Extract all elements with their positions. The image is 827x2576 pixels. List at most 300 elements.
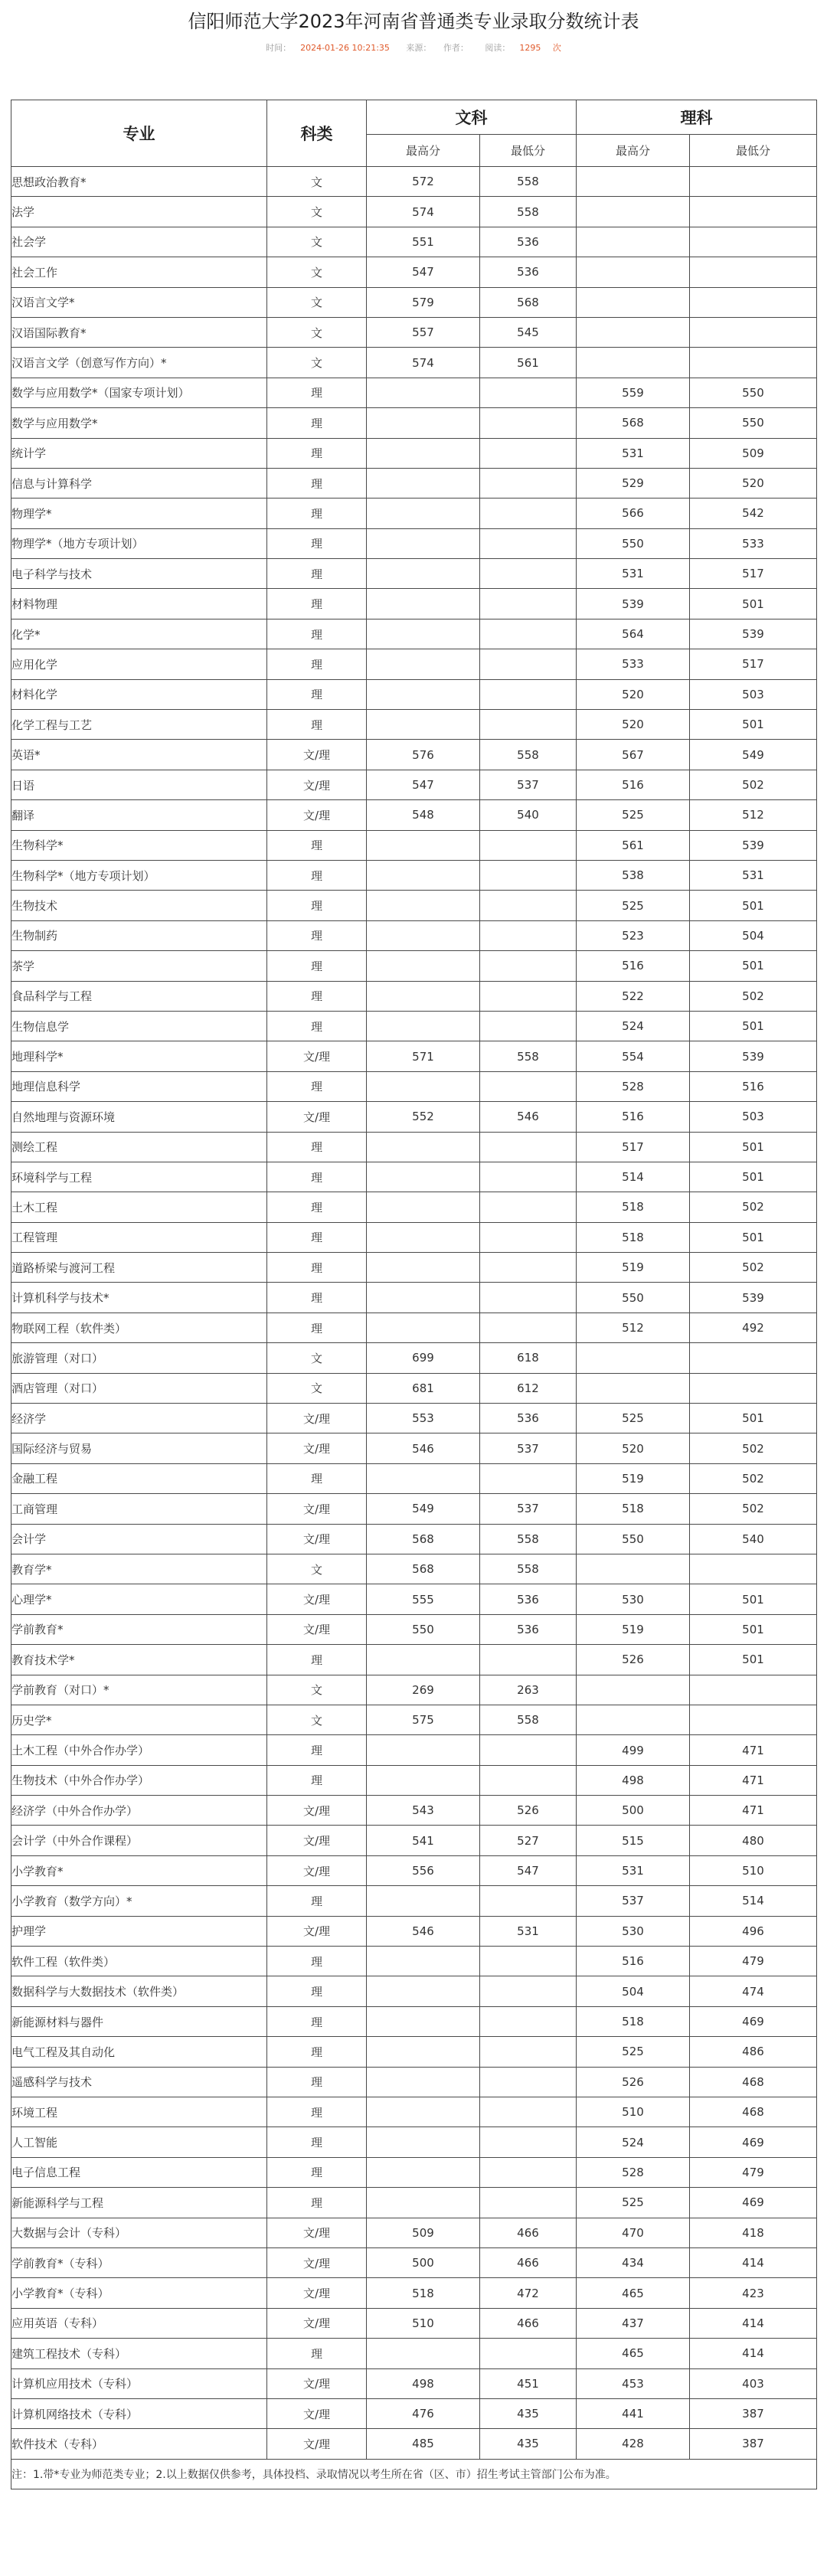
cell-major: 小学教育*（专科） (11, 2278, 267, 2308)
cell-like-min: 514 (690, 1886, 817, 1916)
cell-category: 理 (267, 2097, 367, 2127)
cell-major: 生物科学* (11, 830, 267, 860)
cell-like-min: 501 (690, 1645, 817, 1675)
cell-major: 电子科学与技术 (11, 559, 267, 589)
cell-major: 生物制药 (11, 920, 267, 950)
cell-like-min (690, 227, 817, 257)
cell-category: 文 (267, 257, 367, 287)
cell-like-max: 437 (577, 2308, 690, 2338)
time-label: 时间： (266, 43, 292, 53)
table-row (11, 2368, 817, 2398)
cell-wenke-max: 498 (367, 2368, 480, 2398)
cell-like-max: 516 (577, 770, 690, 799)
cell-like-max: 566 (577, 499, 690, 528)
cell-wenke-max: 549 (367, 1494, 480, 1524)
cell-major: 金融工程 (11, 1463, 267, 1493)
cell-wenke-max (367, 891, 480, 920)
cell-like-max (577, 317, 690, 347)
cell-wenke-max: 681 (367, 1373, 480, 1403)
cell-like-min: 550 (690, 408, 817, 438)
cell-category: 理 (267, 559, 367, 589)
cell-like-min: 480 (690, 1826, 817, 1855)
cell-category: 理 (267, 1132, 367, 1162)
cell-wenke-max: 541 (367, 1826, 480, 1855)
cell-category: 理 (267, 710, 367, 740)
table-row (11, 167, 817, 197)
cell-wenke-max: 551 (367, 227, 480, 257)
cell-like-min: 502 (690, 1192, 817, 1222)
cell-category: 理 (267, 619, 367, 649)
cell-wenke-min (480, 1313, 577, 1342)
cell-wenke-min (480, 679, 577, 709)
table-row (11, 408, 817, 438)
table-row (11, 1041, 817, 1071)
cell-like-max: 512 (577, 1313, 690, 1342)
cell-wenke-max (367, 378, 480, 407)
cell-like-max: 434 (577, 2247, 690, 2277)
cell-category: 理 (267, 408, 367, 438)
cell-like-max (577, 1343, 690, 1373)
cell-major: 汉语言文学（创意写作方向）* (11, 348, 267, 378)
cell-like-min: 414 (690, 2247, 817, 2277)
cell-wenke-min (480, 1283, 577, 1313)
cell-category: 理 (267, 1253, 367, 1283)
cell-category: 理 (267, 468, 367, 498)
cell-major: 生物科学*（地方专项计划） (11, 860, 267, 890)
header-like-min: 最低分 (690, 135, 817, 167)
cell-wenke-min: 526 (480, 1796, 577, 1826)
cell-like-min (690, 197, 817, 227)
cell-wenke-min: 558 (480, 1524, 577, 1554)
cell-wenke-max (367, 860, 480, 890)
cell-wenke-min: 472 (480, 2278, 577, 2308)
cell-like-min: 502 (690, 981, 817, 1011)
table-row (11, 2247, 817, 2277)
cell-like-min: 387 (690, 2429, 817, 2459)
cell-wenke-max (367, 438, 480, 468)
table-row (11, 197, 817, 227)
cell-wenke-min: 536 (480, 257, 577, 287)
cell-wenke-min: 435 (480, 2429, 577, 2459)
cell-like-max: 531 (577, 1855, 690, 1885)
cell-category: 文/理 (267, 2218, 367, 2247)
cell-wenke-max: 571 (367, 1041, 480, 1071)
cell-category: 文/理 (267, 2429, 367, 2459)
table-row (11, 1675, 817, 1705)
cell-major: 数学与应用数学* (11, 408, 267, 438)
cell-like-min: 531 (690, 860, 817, 890)
cell-like-max: 519 (577, 1253, 690, 1283)
cell-major: 数学与应用数学*（国家专项计划） (11, 378, 267, 407)
table-row (11, 2067, 817, 2097)
cell-like-max (577, 227, 690, 257)
cell-like-min: 469 (690, 2188, 817, 2218)
cell-major: 生物技术（中外合作办学） (11, 1765, 267, 1795)
cell-like-min: 539 (690, 1041, 817, 1071)
table-row (11, 860, 817, 890)
cell-wenke-min (480, 2037, 577, 2067)
cell-wenke-max (367, 1011, 480, 1041)
cell-like-max: 524 (577, 1011, 690, 1041)
source-label: 来源： (406, 43, 432, 53)
cell-like-max: 453 (577, 2368, 690, 2398)
cell-major: 环境工程 (11, 2097, 267, 2127)
cell-major: 计算机应用技术（专科） (11, 2368, 267, 2398)
table-row (11, 770, 817, 799)
cell-wenke-min (480, 1463, 577, 1493)
cell-wenke-min (480, 499, 577, 528)
cell-wenke-min (480, 438, 577, 468)
cell-major: 遥感科学与技术 (11, 2067, 267, 2097)
cell-wenke-min: 466 (480, 2247, 577, 2277)
cell-wenke-max: 509 (367, 2218, 480, 2247)
table-row (11, 1524, 817, 1554)
table-row (11, 800, 817, 830)
cell-wenke-max (367, 1313, 480, 1342)
cell-wenke-max: 546 (367, 1433, 480, 1463)
cell-wenke-min (480, 589, 577, 619)
cell-like-min: 509 (690, 438, 817, 468)
cell-like-min: 539 (690, 1283, 817, 1313)
cell-like-max (577, 1554, 690, 1584)
cell-major: 会计学 (11, 1524, 267, 1554)
cell-wenke-max (367, 1222, 480, 1252)
cell-category: 文 (267, 348, 367, 378)
cell-wenke-min (480, 408, 577, 438)
cell-category: 理 (267, 2127, 367, 2157)
cell-major: 土木工程 (11, 1192, 267, 1222)
cell-like-max: 518 (577, 2006, 690, 2036)
cell-major: 软件技术（专科） (11, 2429, 267, 2459)
cell-wenke-max (367, 2006, 480, 2036)
cell-wenke-max (367, 1735, 480, 1765)
cell-major: 法学 (11, 197, 267, 227)
cell-like-max: 499 (577, 1735, 690, 1765)
cell-category: 理 (267, 830, 367, 860)
cell-wenke-max: 485 (367, 2429, 480, 2459)
table-row (11, 287, 817, 317)
cell-major: 教育学* (11, 1554, 267, 1584)
cell-wenke-max (367, 920, 480, 950)
cell-wenke-min: 466 (480, 2308, 577, 2338)
table-row (11, 981, 817, 1011)
cell-wenke-max (367, 589, 480, 619)
cell-major: 电子信息工程 (11, 2157, 267, 2187)
cell-major: 新能源材料与器件 (11, 2006, 267, 2036)
table-row (11, 317, 817, 347)
cell-category: 理 (267, 1011, 367, 1041)
cell-category: 理 (267, 1645, 367, 1675)
cell-like-max: 524 (577, 2127, 690, 2157)
cell-like-max: 523 (577, 920, 690, 950)
table-note: 注：1.带*专业为师范类专业；2.以上数据仅供参考，具体投档、录取情况以考生所在省（区、市）招生考试主管部门公布为准。 (11, 2459, 817, 2489)
cell-wenke-max: 574 (367, 348, 480, 378)
cell-like-min: 540 (690, 1524, 817, 1554)
cell-major: 食品科学与工程 (11, 981, 267, 1011)
cell-wenke-min (480, 378, 577, 407)
cell-wenke-max: 555 (367, 1584, 480, 1614)
cell-wenke-min: 561 (480, 348, 577, 378)
cell-major: 计算机网络技术（专科） (11, 2398, 267, 2428)
cell-wenke-min (480, 891, 577, 920)
cell-wenke-min (480, 1645, 577, 1675)
cell-like-min (690, 348, 817, 378)
cell-like-max: 554 (577, 1041, 690, 1071)
header-wenke-max: 最高分 (367, 135, 480, 167)
cell-major: 教育技术学* (11, 1645, 267, 1675)
cell-wenke-max (367, 1645, 480, 1675)
table-row (11, 1584, 817, 1614)
cell-major: 材料物理 (11, 589, 267, 619)
table-row (11, 589, 817, 619)
cell-major: 茶学 (11, 951, 267, 981)
table-row (11, 257, 817, 287)
table-row (11, 2097, 817, 2127)
cell-like-max (577, 1705, 690, 1734)
cell-like-min: 502 (690, 770, 817, 799)
cell-category: 文 (267, 287, 367, 317)
table-row (11, 1253, 817, 1283)
cell-like-min: 516 (690, 1071, 817, 1101)
views-label: 阅读： (485, 43, 511, 53)
cell-like-min: 468 (690, 2067, 817, 2097)
cell-category: 理 (267, 2188, 367, 2218)
cell-category: 文 (267, 227, 367, 257)
table-row (11, 1283, 817, 1313)
cell-wenke-min (480, 559, 577, 589)
cell-like-min: 423 (690, 2278, 817, 2308)
cell-like-min: 501 (690, 1222, 817, 1252)
table-row (11, 830, 817, 860)
cell-wenke-min (480, 1976, 577, 2006)
table-row (11, 1614, 817, 1644)
cell-like-min: 418 (690, 2218, 817, 2247)
cell-category: 文/理 (267, 1524, 367, 1554)
table-row (11, 227, 817, 257)
table-row (11, 1404, 817, 1433)
cell-wenke-min: 546 (480, 1102, 577, 1132)
cell-wenke-max (367, 981, 480, 1011)
cell-major: 汉语言文学* (11, 287, 267, 317)
cell-like-min: 504 (690, 920, 817, 950)
cell-major: 电气工程及其自动化 (11, 2037, 267, 2067)
cell-like-max: 441 (577, 2398, 690, 2428)
cell-major: 学前教育*（专科） (11, 2247, 267, 2277)
cell-category: 理 (267, 1735, 367, 1765)
cell-major: 建筑工程技术（专科） (11, 2339, 267, 2368)
table-row (11, 1855, 817, 1885)
cell-category: 文/理 (267, 1916, 367, 1946)
cell-like-min (690, 287, 817, 317)
table-row (11, 1826, 817, 1855)
cell-like-max: 520 (577, 710, 690, 740)
cell-like-max (577, 197, 690, 227)
table-row (11, 1222, 817, 1252)
cell-wenke-min (480, 920, 577, 950)
cell-major: 化学工程与工艺 (11, 710, 267, 740)
cell-like-max: 539 (577, 589, 690, 619)
cell-like-min: 539 (690, 830, 817, 860)
cell-wenke-max (367, 649, 480, 679)
cell-major: 大数据与会计（专科） (11, 2218, 267, 2247)
cell-like-min: 486 (690, 2037, 817, 2067)
cell-category: 理 (267, 2037, 367, 2067)
cell-wenke-min (480, 1735, 577, 1765)
cell-category: 理 (267, 2157, 367, 2187)
cell-like-max: 525 (577, 1404, 690, 1433)
cell-wenke-min: 263 (480, 1675, 577, 1705)
cell-wenke-max: 575 (367, 1705, 480, 1734)
cell-category: 理 (267, 1283, 367, 1313)
views-unit: 次 (552, 43, 561, 53)
cell-like-max: 528 (577, 2157, 690, 2187)
cell-like-min: 471 (690, 1735, 817, 1765)
cell-category: 理 (267, 951, 367, 981)
cell-major: 护理学 (11, 1916, 267, 1946)
cell-category: 文/理 (267, 1614, 367, 1644)
cell-like-max: 526 (577, 1645, 690, 1675)
cell-major: 应用英语（专科） (11, 2308, 267, 2338)
cell-major: 小学教育* (11, 1855, 267, 1885)
cell-like-min: 469 (690, 2006, 817, 2036)
cell-category: 理 (267, 891, 367, 920)
cell-major: 环境科学与工程 (11, 1162, 267, 1192)
table-row (11, 2006, 817, 2036)
table-row (11, 1494, 817, 1524)
cell-wenke-max: 556 (367, 1855, 480, 1885)
table-row (11, 2398, 817, 2428)
table-row (11, 619, 817, 649)
cell-like-min: 414 (690, 2339, 817, 2368)
cell-wenke-max (367, 2067, 480, 2097)
header-like: 理科 (577, 100, 817, 135)
table-row (11, 348, 817, 378)
cell-wenke-min: 545 (480, 317, 577, 347)
page-title: 信阳师范大学2023年河南省普通类专业录取分数统计表 (188, 11, 639, 32)
table-row (11, 920, 817, 950)
cell-like-min: 471 (690, 1765, 817, 1795)
cell-major: 物理学* (11, 499, 267, 528)
cell-wenke-max: 500 (367, 2247, 480, 2277)
cell-major: 日语 (11, 770, 267, 799)
cell-like-max: 470 (577, 2218, 690, 2247)
cell-like-min: 533 (690, 528, 817, 558)
cell-major: 测绘工程 (11, 1132, 267, 1162)
cell-like-min: 502 (690, 1253, 817, 1283)
cell-wenke-max (367, 528, 480, 558)
table-row (11, 499, 817, 528)
cell-wenke-min (480, 2157, 577, 2187)
cell-category: 理 (267, 1463, 367, 1493)
cell-category: 文/理 (267, 2398, 367, 2428)
cell-like-max: 465 (577, 2339, 690, 2368)
cell-wenke-max (367, 710, 480, 740)
cell-major: 信息与计算科学 (11, 468, 267, 498)
table-row (11, 1011, 817, 1041)
table-row (11, 2339, 817, 2368)
cell-wenke-min (480, 860, 577, 890)
cell-wenke-min: 618 (480, 1343, 577, 1373)
table-row (11, 1071, 817, 1101)
cell-major: 历史学* (11, 1705, 267, 1734)
cell-category: 文/理 (267, 800, 367, 830)
cell-major: 物理学*（地方专项计划） (11, 528, 267, 558)
cell-wenke-max: 546 (367, 1916, 480, 1946)
cell-like-max: 500 (577, 1796, 690, 1826)
cell-like-max: 516 (577, 1102, 690, 1132)
cell-wenke-max: 510 (367, 2308, 480, 2338)
table-row (11, 438, 817, 468)
cell-like-max: 525 (577, 891, 690, 920)
cell-major: 自然地理与资源环境 (11, 1102, 267, 1132)
cell-wenke-max (367, 830, 480, 860)
cell-like-min: 512 (690, 800, 817, 830)
cell-category: 文/理 (267, 1102, 367, 1132)
cell-category: 理 (267, 2067, 367, 2097)
cell-wenke-min (480, 710, 577, 740)
cell-wenke-min: 537 (480, 770, 577, 799)
cell-wenke-min: 612 (480, 1373, 577, 1403)
cell-major: 地理信息科学 (11, 1071, 267, 1101)
cell-major: 小学教育（数学方向）* (11, 1886, 267, 1916)
cell-like-min: 501 (690, 1132, 817, 1162)
cell-wenke-min (480, 1222, 577, 1252)
cell-wenke-min: 536 (480, 1404, 577, 1433)
cell-wenke-min: 558 (480, 197, 577, 227)
cell-like-max: 525 (577, 800, 690, 830)
cell-category: 文/理 (267, 1826, 367, 1855)
author-label: 作者： (443, 43, 469, 53)
cell-like-min (690, 317, 817, 347)
cell-major: 物联网工程（软件类） (11, 1313, 267, 1342)
cell-major: 心理学* (11, 1584, 267, 1614)
cell-major: 会计学（中外合作课程） (11, 1826, 267, 1855)
cell-wenke-max: 576 (367, 740, 480, 770)
cell-like-max: 568 (577, 408, 690, 438)
cell-wenke-max (367, 619, 480, 649)
cell-category: 文/理 (267, 1796, 367, 1826)
cell-like-min: 387 (690, 2398, 817, 2428)
cell-like-min (690, 1554, 817, 1584)
cell-wenke-min (480, 2067, 577, 2097)
cell-category: 理 (267, 1071, 367, 1101)
cell-category: 文 (267, 317, 367, 347)
table-row (11, 1554, 817, 1584)
score-table-body (11, 167, 817, 2460)
cell-category: 文/理 (267, 2278, 367, 2308)
cell-wenke-max (367, 559, 480, 589)
cell-like-min: 474 (690, 1976, 817, 2006)
cell-wenke-min (480, 1132, 577, 1162)
cell-category: 理 (267, 1313, 367, 1342)
score-table (11, 100, 817, 2489)
cell-major: 社会学 (11, 227, 267, 257)
cell-like-min: 549 (690, 740, 817, 770)
cell-wenke-min (480, 1253, 577, 1283)
cell-wenke-min (480, 619, 577, 649)
cell-category: 文/理 (267, 2368, 367, 2398)
cell-category: 理 (267, 528, 367, 558)
cell-wenke-max: 518 (367, 2278, 480, 2308)
cell-wenke-min: 536 (480, 1584, 577, 1614)
cell-like-min: 496 (690, 1916, 817, 1946)
table-row (11, 2429, 817, 2459)
cell-wenke-min: 435 (480, 2398, 577, 2428)
cell-wenke-min (480, 1071, 577, 1101)
cell-wenke-min (480, 1162, 577, 1192)
cell-wenke-max (367, 2097, 480, 2127)
cell-major: 生物技术 (11, 891, 267, 920)
